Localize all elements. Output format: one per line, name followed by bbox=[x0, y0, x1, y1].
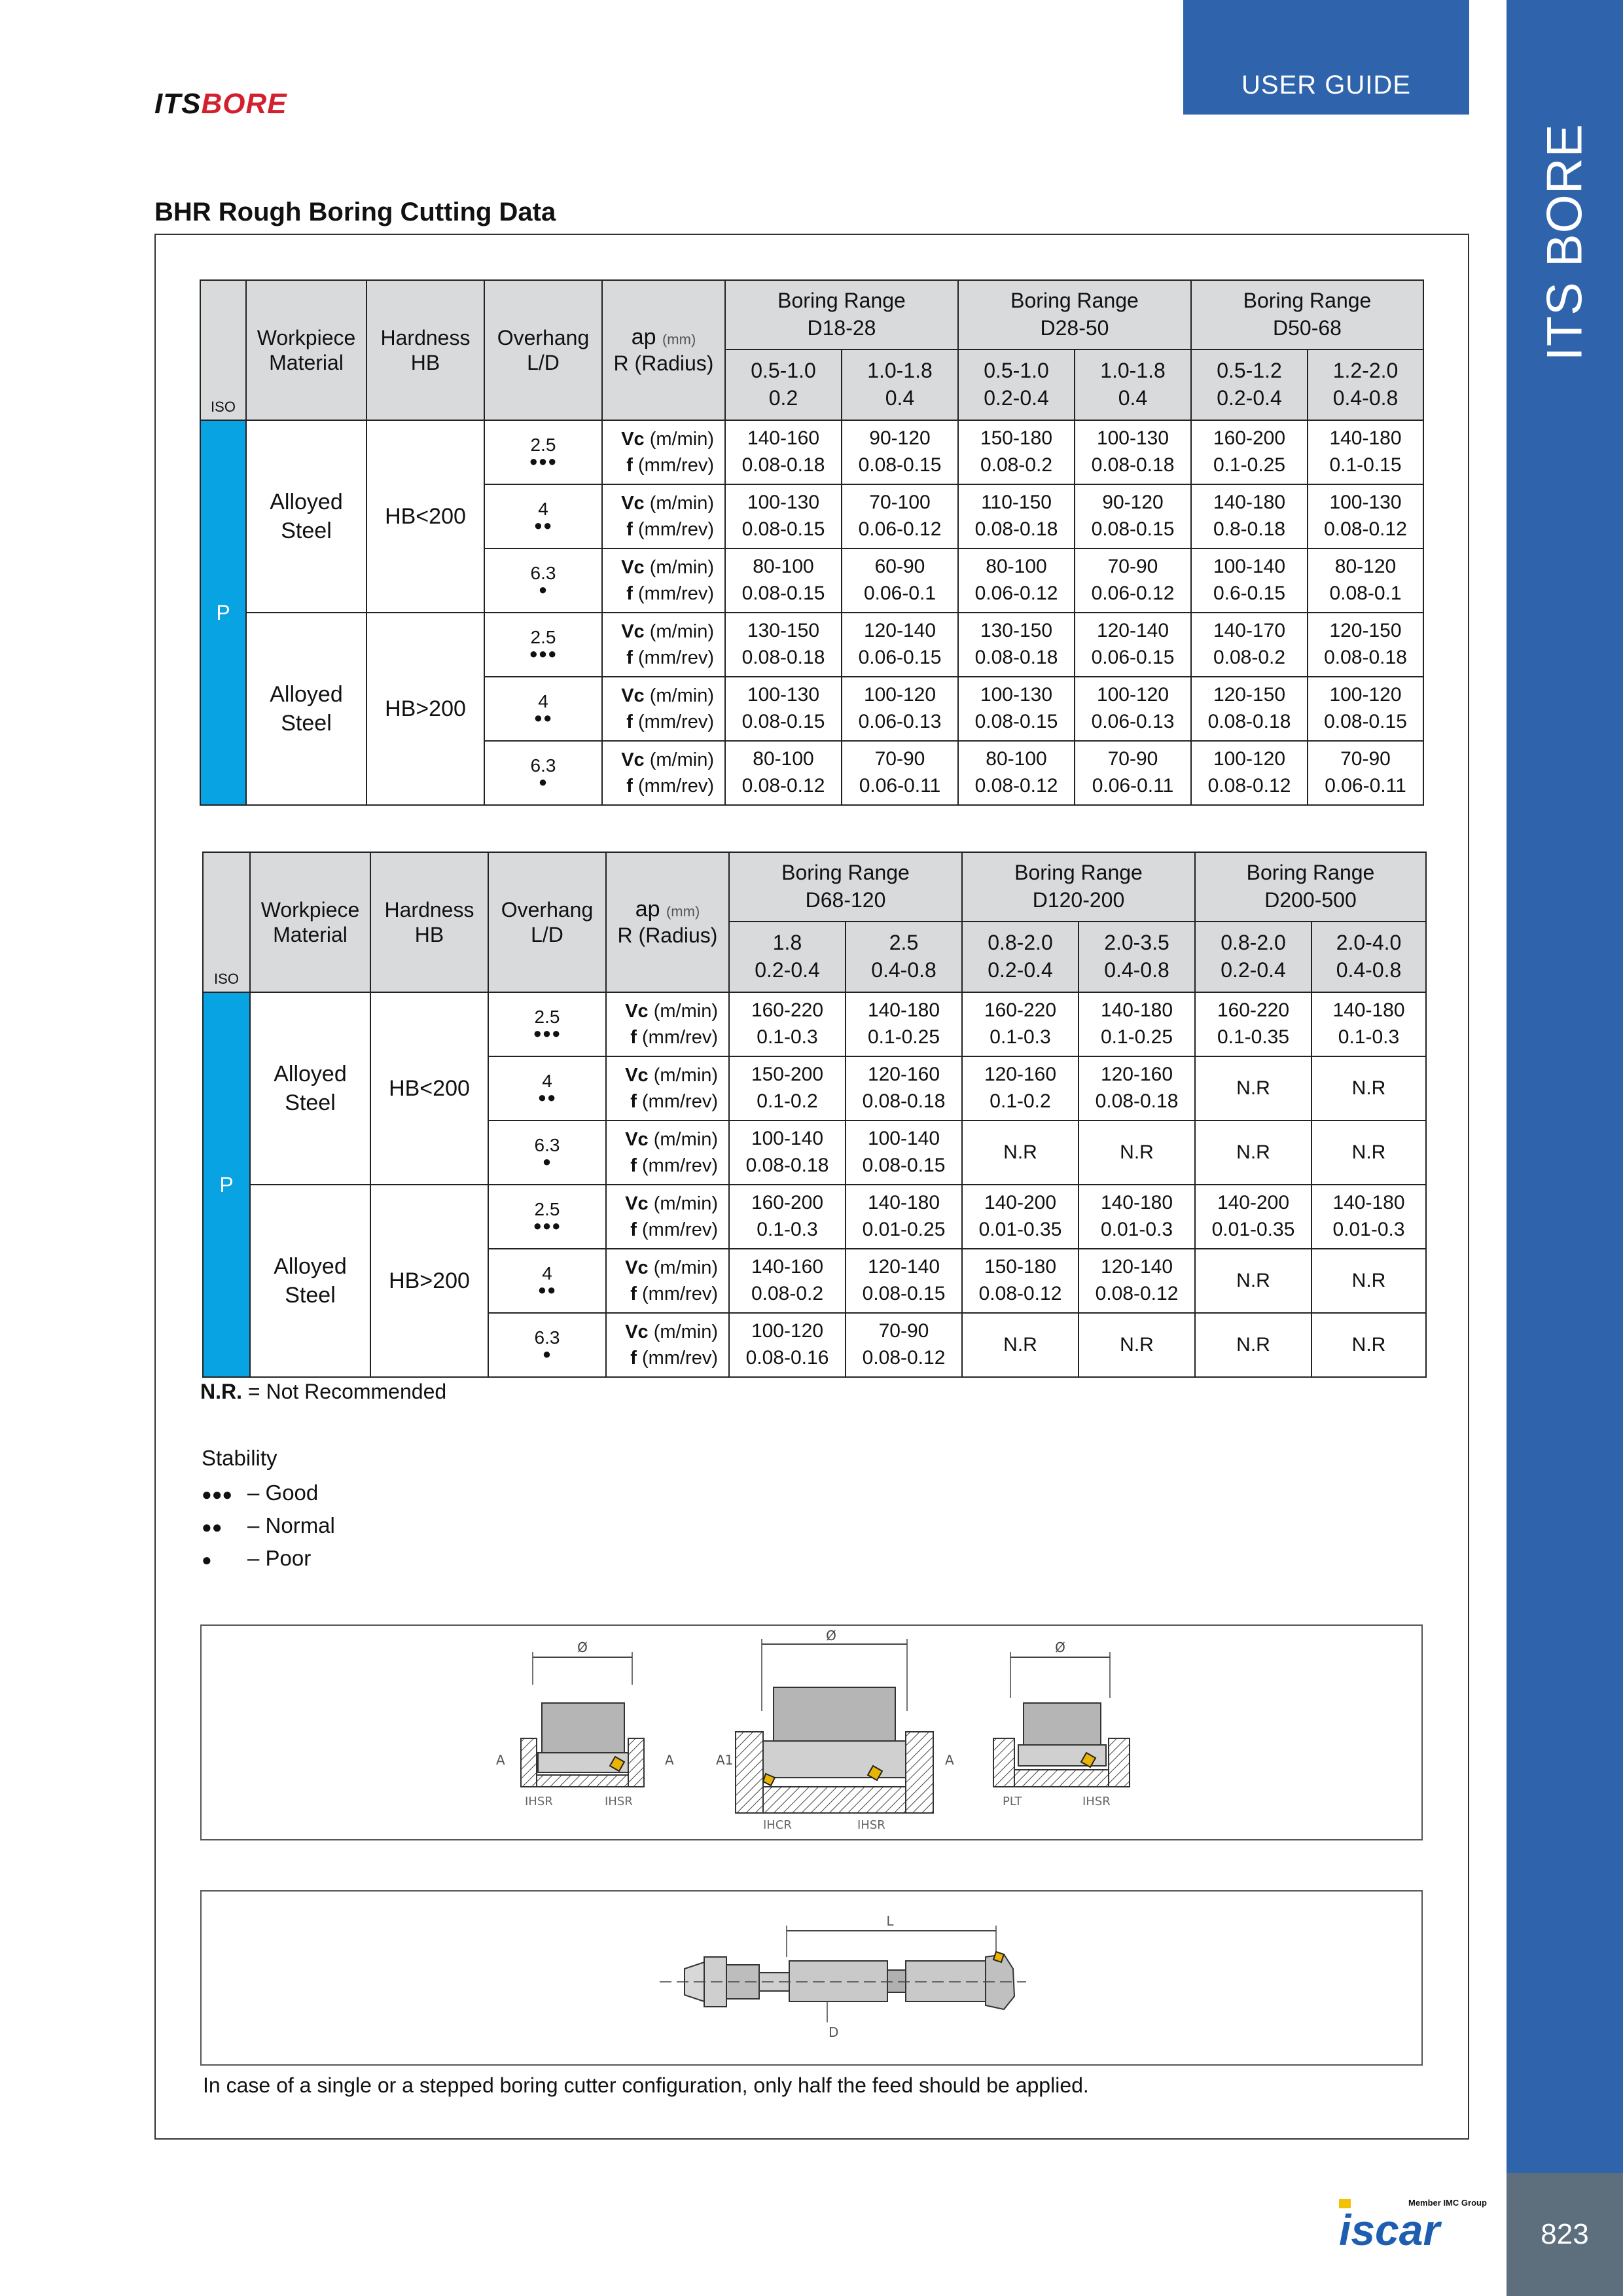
vc-f-labels: Vc (m/min) f (mm/rev) bbox=[602, 548, 725, 613]
cutting-value-cell: 90-120 0.08-0.15 bbox=[842, 420, 958, 484]
cutting-value-cell: N.R bbox=[1079, 1121, 1195, 1185]
cutting-value-cell: 100-140 0.6-0.15 bbox=[1191, 548, 1308, 613]
vc-f-labels: Vc (m/min) f (mm/rev) bbox=[606, 992, 729, 1056]
cutting-value-cell: N.R bbox=[962, 1121, 1079, 1185]
overhang-value: 4 ●● bbox=[484, 677, 602, 741]
iso-header: ISO bbox=[200, 280, 246, 420]
cutting-value-cell: 140-180 0.01-0.3 bbox=[1079, 1185, 1195, 1249]
hardness-header: Hardness HB bbox=[370, 852, 488, 992]
cutting-value-cell: 80-100 0.08-0.12 bbox=[958, 741, 1075, 805]
cutting-value-cell: 70-90 0.06-0.11 bbox=[842, 741, 958, 805]
cutting-value-cell: 100-130 0.08-0.15 bbox=[725, 484, 842, 548]
cutting-value-cell: 160-200 0.1-0.3 bbox=[729, 1185, 846, 1249]
overhang-value: 4 ●● bbox=[488, 1056, 606, 1121]
ap-radius-header: ap (mm) R (Radius) bbox=[602, 280, 725, 420]
cutting-value-cell: 150-180 0.08-0.2 bbox=[958, 420, 1075, 484]
svg-text:iscar: iscar bbox=[1339, 2206, 1440, 2254]
stability-poor: ● – Poor bbox=[202, 1546, 312, 1570]
svg-text:A: A bbox=[496, 1752, 505, 1768]
cutting-value-cell: 100-130 0.08-0.15 bbox=[958, 677, 1075, 741]
stability-dots: ●●● bbox=[533, 1025, 562, 1041]
cutting-value-cell: 140-160 0.08-0.18 bbox=[725, 420, 842, 484]
cutting-value-cell: 120-140 0.06-0.15 bbox=[1075, 613, 1191, 677]
setup-2 bbox=[716, 1628, 954, 1832]
stability-dots: ●●● bbox=[529, 453, 558, 469]
vc-f-labels: Vc (m/min) f (mm/rev) bbox=[602, 484, 725, 548]
workpiece-material: Alloyed Steel bbox=[250, 992, 370, 1185]
svg-text:A: A bbox=[945, 1752, 954, 1768]
cutting-value-cell: 140-180 0.1-0.15 bbox=[1308, 420, 1423, 484]
iso-p-cell: P bbox=[203, 992, 250, 1377]
boring-range-header: Boring Range D200-500 bbox=[1195, 852, 1426, 922]
workpiece-header: Workpiece Material bbox=[246, 280, 366, 420]
cutting-value-cell: 140-180 0.1-0.3 bbox=[1311, 992, 1426, 1056]
cutting-value-cell: 100-120 0.08-0.12 bbox=[1191, 741, 1308, 805]
svg-text:IHSR: IHSR bbox=[857, 1818, 885, 1832]
table-row bbox=[200, 613, 1423, 677]
svg-text:D: D bbox=[829, 2024, 839, 2040]
boring-range-header: Boring Range D68-120 bbox=[729, 852, 962, 922]
cutting-value-cell: 70-90 0.06-0.11 bbox=[1075, 741, 1191, 805]
cutting-data-table-1 bbox=[200, 279, 1424, 806]
stability-title: Stability bbox=[202, 1446, 277, 1470]
svg-text:A1: A1 bbox=[716, 1752, 734, 1768]
cutting-value-cell: 150-200 0.1-0.2 bbox=[729, 1056, 846, 1121]
cutting-value-cell: N.R bbox=[962, 1313, 1079, 1377]
vc-f-labels: Vc (m/min) f (mm/rev) bbox=[602, 420, 725, 484]
iscar-logo bbox=[1338, 2194, 1487, 2254]
cutting-value-cell: 130-150 0.08-0.18 bbox=[958, 613, 1075, 677]
overhang-header: Overhang L/D bbox=[488, 852, 606, 992]
stability-dots: ● bbox=[542, 1346, 552, 1362]
cutting-value-cell: 140-180 0.8-0.18 bbox=[1191, 484, 1308, 548]
page-number: 823 bbox=[1541, 2218, 1589, 2250]
svg-text:Member IMC Group: Member IMC Group bbox=[1408, 2198, 1487, 2208]
vc-f-labels: Vc (m/min) f (mm/rev) bbox=[606, 1313, 729, 1377]
ap-radius-value: 0.8-2.0 0.2-0.4 bbox=[1195, 922, 1311, 992]
stability-dots: ● bbox=[538, 774, 548, 790]
table-row bbox=[203, 1185, 1426, 1249]
boring-setup-diagram-box bbox=[200, 1624, 1423, 1840]
iso-header: ISO bbox=[203, 852, 250, 992]
ap-radius-value: 1.0-1.8 0.4 bbox=[1075, 350, 1191, 420]
cutting-value-cell: N.R bbox=[1311, 1313, 1426, 1377]
stability-dots: ● bbox=[542, 1153, 552, 1170]
cutting-value-cell: 100-120 0.08-0.15 bbox=[1308, 677, 1423, 741]
stability-dots: ●●● bbox=[529, 645, 558, 662]
cutting-value-cell: 140-180 0.1-0.25 bbox=[846, 992, 962, 1056]
hardness-value: HB>200 bbox=[370, 1185, 488, 1377]
svg-text:IHSR: IHSR bbox=[1082, 1795, 1111, 1808]
cutting-value-cell: 100-130 0.08-0.12 bbox=[1308, 484, 1423, 548]
nr-legend: N.R. = Not Recommended bbox=[200, 1380, 447, 1403]
ap-radius-value: 0.5-1.2 0.2-0.4 bbox=[1191, 350, 1308, 420]
cutting-value-cell: 80-120 0.08-0.1 bbox=[1308, 548, 1423, 613]
cutting-value-cell: N.R bbox=[1311, 1056, 1426, 1121]
vc-f-labels: Vc (m/min) f (mm/rev) bbox=[606, 1056, 729, 1121]
svg-text:Ø: Ø bbox=[1055, 1640, 1065, 1655]
overhang-value: 6.3 ● bbox=[488, 1313, 606, 1377]
tool-assembly-diagram bbox=[202, 1892, 1421, 2064]
ap-radius-header: ap (mm) R (Radius) bbox=[606, 852, 729, 992]
cutting-value-cell: 140-200 0.01-0.35 bbox=[1195, 1185, 1311, 1249]
cutting-value-cell: 140-180 0.01-0.25 bbox=[846, 1185, 962, 1249]
overhang-value: 6.3 ● bbox=[484, 548, 602, 613]
stability-dots: ●● bbox=[537, 1282, 557, 1298]
svg-text:IHSR: IHSR bbox=[605, 1795, 633, 1808]
user-guide-tab: USER GUIDE bbox=[1183, 0, 1469, 115]
cutting-value-cell: 120-150 0.08-0.18 bbox=[1308, 613, 1423, 677]
overhang-value: 2.5 ●●● bbox=[484, 613, 602, 677]
iso-p-cell: P bbox=[200, 420, 246, 805]
boring-range-header: Boring Range D28-50 bbox=[958, 280, 1191, 350]
setup-1 bbox=[496, 1640, 674, 1808]
cutting-value-cell: N.R bbox=[1079, 1313, 1195, 1377]
stability-dots: ●● bbox=[537, 1089, 557, 1105]
section-title: BHR Rough Boring Cutting Data bbox=[154, 198, 556, 226]
overhang-value: 2.5 ●●● bbox=[488, 992, 606, 1056]
cutting-value-cell: 120-140 0.08-0.15 bbox=[846, 1249, 962, 1313]
cutting-value-cell: 100-120 0.08-0.16 bbox=[729, 1313, 846, 1377]
cutting-value-cell: 160-220 0.1-0.35 bbox=[1195, 992, 1311, 1056]
ap-radius-value: 0.5-1.0 0.2-0.4 bbox=[958, 350, 1075, 420]
vc-f-labels: Vc (m/min) f (mm/rev) bbox=[606, 1249, 729, 1313]
cutting-data-table-2 bbox=[202, 852, 1427, 1378]
vc-f-labels: Vc (m/min) f (mm/rev) bbox=[606, 1121, 729, 1185]
cutting-value-cell: 140-180 0.1-0.25 bbox=[1079, 992, 1195, 1056]
vc-f-labels: Vc (m/min) f (mm/rev) bbox=[606, 1185, 729, 1249]
cutting-value-cell: 140-160 0.08-0.2 bbox=[729, 1249, 846, 1313]
ap-radius-value: 0.5-1.0 0.2 bbox=[725, 350, 842, 420]
svg-text:IHSR: IHSR bbox=[525, 1795, 553, 1808]
ap-radius-value: 2.0-4.0 0.4-0.8 bbox=[1311, 922, 1426, 992]
stability-good: ●●● – Good bbox=[202, 1480, 319, 1505]
ap-radius-value: 1.0-1.8 0.4 bbox=[842, 350, 958, 420]
cutting-value-cell: 140-200 0.01-0.35 bbox=[962, 1185, 1079, 1249]
cutting-value-cell: 110-150 0.08-0.18 bbox=[958, 484, 1075, 548]
overhang-value: 4 ●● bbox=[484, 484, 602, 548]
svg-text:Ø: Ø bbox=[577, 1640, 588, 1655]
ap-radius-value: 0.8-2.0 0.2-0.4 bbox=[962, 922, 1079, 992]
cutting-value-cell: 120-140 0.06-0.15 bbox=[842, 613, 958, 677]
workpiece-material: Alloyed Steel bbox=[246, 613, 366, 805]
feed-footnote: In case of a single or a stepped boring cutter configuration, only half the feed should be applied. bbox=[203, 2073, 1089, 2097]
cutting-value-cell: 140-170 0.08-0.2 bbox=[1191, 613, 1308, 677]
workpiece-material: Alloyed Steel bbox=[250, 1185, 370, 1377]
workpiece-header: Workpiece Material bbox=[250, 852, 370, 992]
stability-normal: ●● – Normal bbox=[202, 1513, 335, 1537]
hardness-value: HB<200 bbox=[370, 992, 488, 1185]
svg-text:A: A bbox=[665, 1752, 674, 1768]
cutting-value-cell: 120-150 0.08-0.18 bbox=[1191, 677, 1308, 741]
cutting-value-cell: 160-200 0.1-0.25 bbox=[1191, 420, 1308, 484]
cutting-value-cell: 100-130 0.08-0.15 bbox=[725, 677, 842, 741]
vc-f-labels: Vc (m/min) f (mm/rev) bbox=[602, 613, 725, 677]
overhang-value: 4 ●● bbox=[488, 1249, 606, 1313]
cutting-value-cell: N.R bbox=[1195, 1313, 1311, 1377]
stability-dots: ● bbox=[538, 581, 548, 598]
cutting-value-cell: N.R bbox=[1195, 1121, 1311, 1185]
cutting-value-cell: 130-150 0.08-0.18 bbox=[725, 613, 842, 677]
cutting-value-cell: 160-220 0.1-0.3 bbox=[962, 992, 1079, 1056]
hardness-value: HB<200 bbox=[366, 420, 484, 613]
boring-setup-diagram bbox=[202, 1626, 1421, 1839]
cutting-value-cell: 70-90 0.08-0.12 bbox=[846, 1313, 962, 1377]
cutting-value-cell: 100-120 0.06-0.13 bbox=[842, 677, 958, 741]
cutting-value-cell: 120-160 0.1-0.2 bbox=[962, 1056, 1079, 1121]
overhang-header: Overhang L/D bbox=[484, 280, 602, 420]
cutting-value-cell: 70-90 0.06-0.11 bbox=[1308, 741, 1423, 805]
setup-3 bbox=[993, 1640, 1130, 1808]
cutting-value-cell: 120-160 0.08-0.18 bbox=[846, 1056, 962, 1121]
stability-dots: ●● bbox=[533, 517, 553, 533]
cutting-value-cell: N.R bbox=[1195, 1056, 1311, 1121]
cutting-value-cell: 100-140 0.08-0.15 bbox=[846, 1121, 962, 1185]
cutting-value-cell: 80-100 0.06-0.12 bbox=[958, 548, 1075, 613]
overhang-value: 6.3 ● bbox=[488, 1121, 606, 1185]
vc-f-labels: Vc (m/min) f (mm/rev) bbox=[602, 741, 725, 805]
svg-text:Ø: Ø bbox=[826, 1628, 836, 1643]
table-row bbox=[203, 992, 1426, 1056]
hardness-header: Hardness HB bbox=[366, 280, 484, 420]
cutting-value-cell: 100-120 0.06-0.13 bbox=[1075, 677, 1191, 741]
brand-logo: ITSBORE bbox=[154, 88, 287, 120]
cutting-value-cell: 100-140 0.08-0.18 bbox=[729, 1121, 846, 1185]
workpiece-material: Alloyed Steel bbox=[246, 420, 366, 613]
ap-radius-value: 1.8 0.2-0.4 bbox=[729, 922, 846, 992]
overhang-value: 2.5 ●●● bbox=[484, 420, 602, 484]
cutting-value-cell: 100-130 0.08-0.18 bbox=[1075, 420, 1191, 484]
svg-text:PLT: PLT bbox=[1003, 1795, 1022, 1808]
side-title: ITS BORE bbox=[1537, 123, 1593, 361]
cutting-value-cell: 90-120 0.08-0.15 bbox=[1075, 484, 1191, 548]
stability-dots: ●●● bbox=[533, 1217, 562, 1234]
cutting-value-cell: 150-180 0.08-0.12 bbox=[962, 1249, 1079, 1313]
boring-range-header: Boring Range D50-68 bbox=[1191, 280, 1423, 350]
ap-radius-value: 2.0-3.5 0.4-0.8 bbox=[1079, 922, 1195, 992]
ap-radius-value: 2.5 0.4-0.8 bbox=[846, 922, 962, 992]
cutting-value-cell: 80-100 0.08-0.15 bbox=[725, 548, 842, 613]
ap-radius-value: 1.2-2.0 0.4-0.8 bbox=[1308, 350, 1423, 420]
cutting-value-cell: 120-140 0.08-0.12 bbox=[1079, 1249, 1195, 1313]
boring-range-header: Boring Range D120-200 bbox=[962, 852, 1195, 922]
cutting-value-cell: 140-180 0.01-0.3 bbox=[1311, 1185, 1426, 1249]
cutting-value-cell: N.R bbox=[1311, 1121, 1426, 1185]
overhang-value: 6.3 ● bbox=[484, 741, 602, 805]
table-row bbox=[200, 420, 1423, 484]
stability-dots: ●● bbox=[533, 709, 553, 726]
cutting-value-cell: 70-100 0.06-0.12 bbox=[842, 484, 958, 548]
svg-text:IHCR: IHCR bbox=[763, 1818, 792, 1832]
vc-f-labels: Vc (m/min) f (mm/rev) bbox=[602, 677, 725, 741]
cutting-value-cell: 160-220 0.1-0.3 bbox=[729, 992, 846, 1056]
cutting-value-cell: N.R bbox=[1311, 1249, 1426, 1313]
overhang-value: 2.5 ●●● bbox=[488, 1185, 606, 1249]
hardness-value: HB>200 bbox=[366, 613, 484, 805]
cutting-value-cell: 70-90 0.06-0.12 bbox=[1075, 548, 1191, 613]
cutting-value-cell: 120-160 0.08-0.18 bbox=[1079, 1056, 1195, 1121]
svg-text:L: L bbox=[886, 1913, 894, 1929]
boring-range-header: Boring Range D18-28 bbox=[725, 280, 958, 350]
cutting-value-cell: 60-90 0.06-0.1 bbox=[842, 548, 958, 613]
cutting-value-cell: N.R bbox=[1195, 1249, 1311, 1313]
cutting-value-cell: 80-100 0.08-0.12 bbox=[725, 741, 842, 805]
tool-assembly-diagram-box bbox=[200, 1890, 1423, 2066]
